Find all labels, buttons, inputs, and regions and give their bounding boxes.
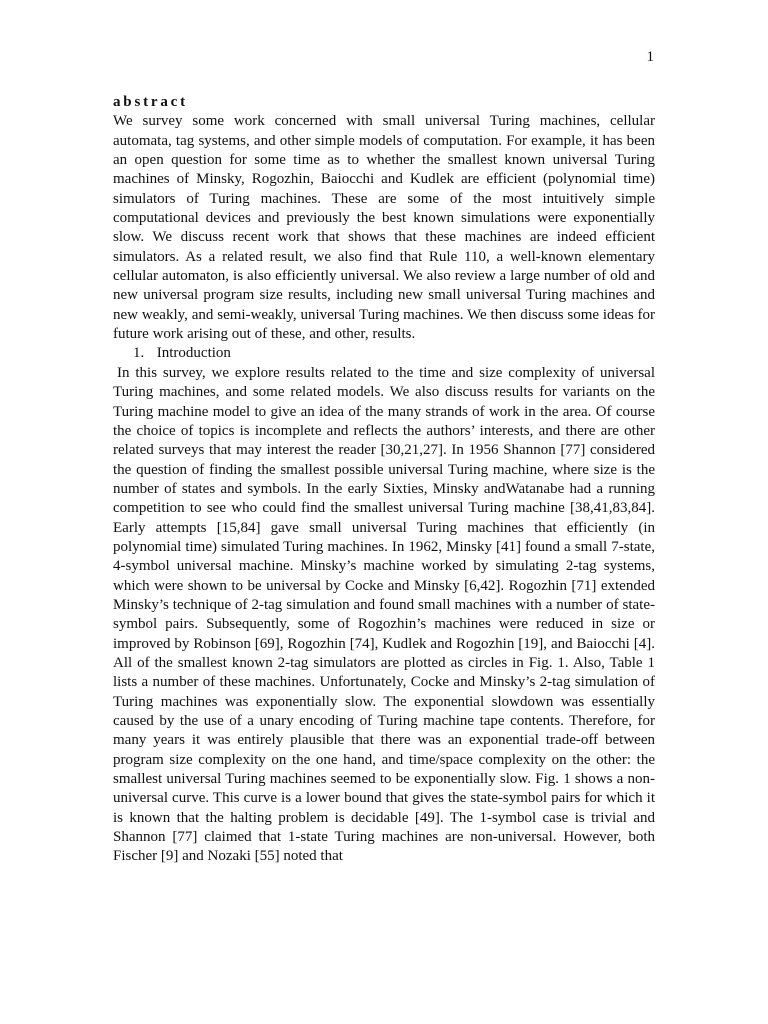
page-number: 1 — [646, 49, 654, 65]
introduction-text: In this survey, we explore results related to the time and size complexity of universal Turing machines, and some related models. We also discuss results for variants on the Turing machine model to give an idea of the many strands of work in the area. Of course the choice of topics is incomplete and reflects the authors’ interests, and there are other related surveys that may interest the reader [30,21,27]. In 1956 Shannon [77] considered the question of finding the smallest possible universal Turing machine, where size is the number of states and symbols. In the early Sixties, Minsky andWatanabe had a running competition to see who could find the smallest universal Turing machine [38,41,83,84]. Early attempts [15,84] gave small universal Turing machines that efficiently (in polynomial time) simulated Turing machines. In 1962, Minsky [41] found a small 7-state, 4-symbol universal machine. Minsky’s machine worked by simulating 2-tag systems, which were shown to be universal by Cocke and Minsky [6,42]. Rogozhin [71] extended Minsky’s technique of 2-tag simulation and found small machines with a number of state-symbol pairs. Subsequently, some of Rogozhin’s machines were reduced in size or improved by Robinson [69], Rogozhin [74], Kudlek and Rogozhin [19], and Baiocchi [4]. All of the smallest known 2-tag simulators are plotted as circles in Fig. 1. Also, Table 1 lists a number of these machines. Unfortunately, Cocke and Minsky’s 2-tag simulation of Turing machines was exponentially slow. The exponential slowdown was essentially caused by the use of a unary encoding of Turing machine tape contents. Therefore, for many years it was entirely plausible that there was an exponential trade-off between program size complexity on the one hand, and time/space complexity on the other: the smallest universal Turing machines seemed to be exponentially slow. Fig. 1 shows a non-universal curve. This curve is a lower bound that gives the state-symbol pairs for which it is known that the halting problem is decidable [49]. The 1-symbol case is trivial and Shannon [77] claimed that 1-state Turing machines are non-universal. However, both Fischer [9] and Nozaki [55] noted that — [113, 364, 655, 865]
section-number: 1. — [133, 345, 145, 362]
abstract-heading: abstract — [113, 94, 188, 110]
page-content — [113, 93, 655, 867]
section-heading-introduction — [113, 344, 655, 363]
section-title: Introduction — [156, 345, 231, 362]
abstract-text: We survey some work concerned with small universal Turing machines, cellular automata, tag systems, and other simple models of computation. For example, it has been an open question for some time as to whether the smallest known universal Turing machines of Minsky, Rogozhin, Baiocchi and Kudlek are efficient (polynomial time) simulators of Turing machines. These are some of the most intuitively simple computational devices and previously the best known simulations were exponentially slow. We discuss recent work that shows that these machines are indeed efficient simulators. As a related result, we also find that Rule 110, a well-known elementary cellular automaton, is also efficiently universal. We also review a large number of old and new universal program size results, including new small universal Turing machines and new weakly, and semi-weakly, universal Turing machines. We then discuss some ideas for future work arising out of these, and other, results. — [113, 113, 655, 343]
